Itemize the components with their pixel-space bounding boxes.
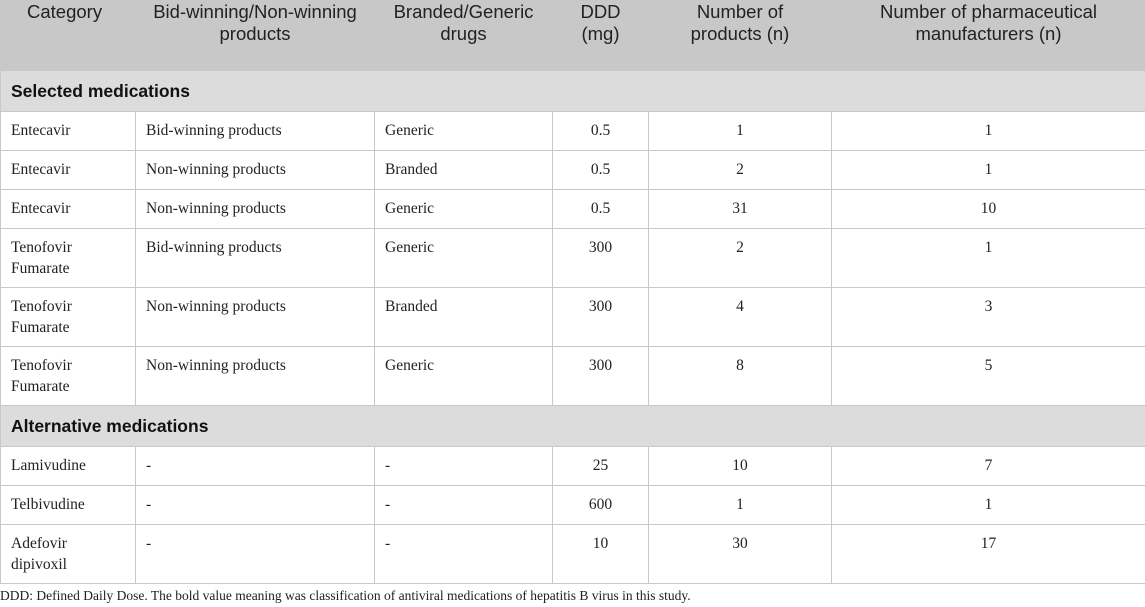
cell-ddd: 0.5 bbox=[553, 151, 649, 190]
cell-category: Telbivudine bbox=[1, 486, 136, 525]
cell-ddd: 0.5 bbox=[553, 112, 649, 151]
cell-brand: Branded bbox=[375, 288, 553, 347]
table-row bbox=[1, 151, 1145, 190]
cell-ddd: 300 bbox=[553, 347, 649, 406]
section-title: Selected medications bbox=[1, 71, 1145, 112]
header-brand: Branded/Generic drugs bbox=[375, 1, 553, 71]
cell-products: 10 bbox=[649, 447, 832, 486]
header-number-of-products: Number of products (n) bbox=[649, 1, 832, 71]
cell-ddd: 600 bbox=[553, 486, 649, 525]
header-ddd: DDD (mg) bbox=[553, 1, 649, 71]
cell-manufacturers: 7 bbox=[832, 447, 1145, 486]
cell-manufacturers: 10 bbox=[832, 190, 1145, 229]
cell-manufacturers: 3 bbox=[832, 288, 1145, 347]
cell-brand: - bbox=[375, 486, 553, 525]
cell-products: 1 bbox=[649, 486, 832, 525]
cell-manufacturers: 1 bbox=[832, 151, 1145, 190]
header-number-of-manufacturers: Number of pharmaceutical manufacturers (n) bbox=[832, 1, 1145, 71]
cell-products: 4 bbox=[649, 288, 832, 347]
table-row bbox=[1, 447, 1145, 486]
cell-products: 1 bbox=[649, 112, 832, 151]
cell-ddd: 300 bbox=[553, 229, 649, 288]
cell-brand: - bbox=[375, 525, 553, 584]
cell-ddd: 10 bbox=[553, 525, 649, 584]
section-row-alternative bbox=[1, 406, 1145, 447]
cell-products: 2 bbox=[649, 151, 832, 190]
cell-bid-status: Bid-winning products bbox=[136, 112, 375, 151]
table-row bbox=[1, 347, 1145, 406]
cell-ddd: 0.5 bbox=[553, 190, 649, 229]
table-row bbox=[1, 525, 1145, 584]
cell-brand: Generic bbox=[375, 229, 553, 288]
cell-brand: Generic bbox=[375, 112, 553, 151]
cell-bid-status: Bid-winning products bbox=[136, 229, 375, 288]
header-category: Category bbox=[1, 1, 136, 71]
cell-category: Entecavir bbox=[1, 190, 136, 229]
cell-category: Tenofovir Fumarate bbox=[1, 229, 136, 288]
cell-brand: - bbox=[375, 447, 553, 486]
section-row-selected bbox=[1, 71, 1145, 112]
cell-bid-status: Non-winning products bbox=[136, 151, 375, 190]
table-row bbox=[1, 112, 1145, 151]
cell-brand: Generic bbox=[375, 347, 553, 406]
cell-category: Lamivudine bbox=[1, 447, 136, 486]
cell-manufacturers: 1 bbox=[832, 486, 1145, 525]
cell-ddd: 25 bbox=[553, 447, 649, 486]
table-row bbox=[1, 288, 1145, 347]
cell-ddd: 300 bbox=[553, 288, 649, 347]
cell-category: Entecavir bbox=[1, 112, 136, 151]
table-row bbox=[1, 229, 1145, 288]
cell-bid-status: - bbox=[136, 447, 375, 486]
header-row bbox=[1, 1, 1145, 71]
cell-manufacturers: 1 bbox=[832, 112, 1145, 151]
section-title: Alternative medications bbox=[1, 406, 1145, 447]
cell-brand: Branded bbox=[375, 151, 553, 190]
header-bid-status: Bid-winning/Non-winning products bbox=[136, 1, 375, 71]
table-row bbox=[1, 190, 1145, 229]
cell-brand: Generic bbox=[375, 190, 553, 229]
cell-manufacturers: 17 bbox=[832, 525, 1145, 584]
table-footnote: DDD: Defined Daily Dose. The bold value meaning was classification of antiviral medications of hepatitis B virus in this study. bbox=[0, 588, 691, 603]
cell-category: Tenofovir Fumarate bbox=[1, 288, 136, 347]
cell-bid-status: - bbox=[136, 525, 375, 584]
cell-products: 8 bbox=[649, 347, 832, 406]
cell-bid-status: Non-winning products bbox=[136, 190, 375, 229]
cell-manufacturers: 1 bbox=[832, 229, 1145, 288]
cell-category: Entecavir bbox=[1, 151, 136, 190]
cell-products: 31 bbox=[649, 190, 832, 229]
cell-bid-status: Non-winning products bbox=[136, 347, 375, 406]
cell-products: 30 bbox=[649, 525, 832, 584]
cell-products: 2 bbox=[649, 229, 832, 288]
cell-manufacturers: 5 bbox=[832, 347, 1145, 406]
cell-category: Adefovir dipivoxil bbox=[1, 525, 136, 584]
cell-category: Tenofovir Fumarate bbox=[1, 347, 136, 406]
cell-bid-status: - bbox=[136, 486, 375, 525]
cell-bid-status: Non-winning products bbox=[136, 288, 375, 347]
table-row bbox=[1, 486, 1145, 525]
